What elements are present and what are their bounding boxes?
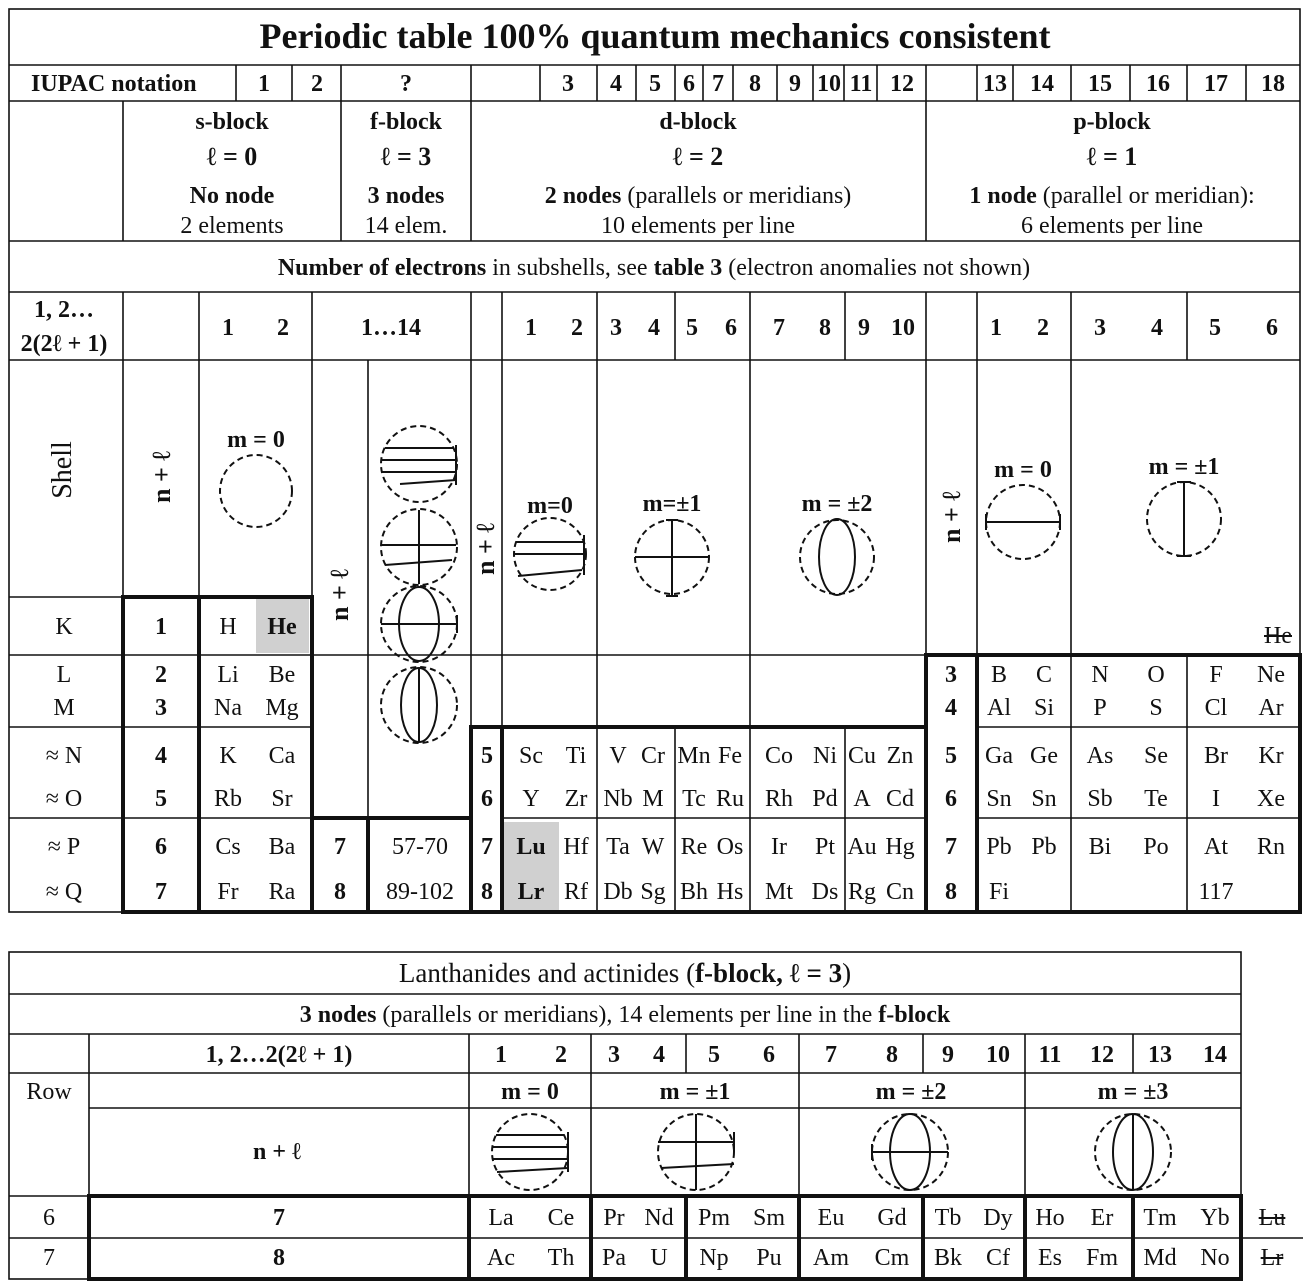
lower-col-number: 3 [608, 1042, 620, 1068]
element-cell: Ge [1030, 743, 1058, 769]
element-cell: Rf [564, 879, 588, 905]
lower-col-number: 8 [886, 1042, 898, 1068]
element-cell: V [609, 743, 627, 769]
group-label: 13 [983, 71, 1007, 97]
d-block-nodes: 2 nodes (parallels or meridians) [544, 183, 852, 209]
element-cell: Ti [565, 743, 587, 769]
element-cell: Hf [563, 834, 589, 860]
element-cell: Sn [1031, 786, 1057, 812]
element-cell: Ni [813, 743, 837, 769]
group-label: 17 [1204, 71, 1228, 97]
element-cell: Nb [603, 786, 633, 812]
element-cell: At [1204, 834, 1228, 860]
electrons-note: Number of electrons in subshells, see table 3 (electron anomalies not shown) [277, 255, 1031, 281]
shell-name: ≈ P [47, 834, 81, 860]
group-label: 18 [1261, 71, 1285, 97]
nl-value: 3 [945, 662, 957, 688]
lower-col-number: 14 [1203, 1042, 1227, 1068]
lower-m-label: m = ±3 [1097, 1079, 1169, 1105]
element-cell: He [267, 614, 297, 640]
lower-col-number: 6 [763, 1042, 775, 1068]
element-cell: Zr [564, 786, 588, 812]
element-cell: I [1212, 786, 1220, 812]
element-cell: Mt [764, 879, 794, 905]
lower-nl-label: n + ℓ [252, 1139, 302, 1165]
nl-value: 8 [334, 879, 346, 905]
p-count: 1 [990, 315, 1002, 341]
element-cell: Br [1204, 743, 1228, 769]
d-block-l: ℓ = 2 [672, 142, 724, 171]
element-cell: Al [987, 695, 1011, 721]
element-cell: Lr [517, 879, 545, 905]
element-cell: Bh [679, 879, 709, 905]
lower-col-number: 4 [653, 1042, 665, 1068]
d-count: 3 [610, 315, 622, 341]
lower-title: Lanthanides and actinides (f-block, ℓ = 3) [398, 958, 852, 988]
lower-nl-value: 7 [273, 1205, 285, 1231]
element-cell: Ac [487, 1245, 515, 1271]
f-block-title: f-block [370, 109, 442, 135]
element-cell: H [219, 614, 237, 640]
element-cell: Cf [986, 1245, 1010, 1271]
f-orbital-stack-icon [381, 426, 457, 743]
element-cell: S [1149, 695, 1163, 721]
f-count: 1…14 [361, 315, 421, 341]
lr-struck: Lr [1260, 1245, 1284, 1271]
lower-m-label: m = ±2 [875, 1079, 947, 1105]
element-cell: Re [680, 834, 708, 860]
element-cell: Th [547, 1245, 575, 1271]
nl-value: 5 [945, 743, 957, 769]
lower-col-number: 5 [708, 1042, 720, 1068]
lower-col-number: 13 [1148, 1042, 1172, 1068]
element-cell: Ho [1035, 1205, 1065, 1231]
element-cell: Ce [547, 1205, 575, 1231]
f-block-l: ℓ = 3 [380, 142, 432, 171]
p-block-l: ℓ = 1 [1086, 142, 1138, 171]
d-count: 7 [773, 315, 785, 341]
element-cell: As [1086, 743, 1114, 769]
p-count: 5 [1209, 315, 1221, 341]
element-cell: Pr [603, 1205, 625, 1231]
s-count: 2 [277, 315, 289, 341]
element-cell: Rb [213, 786, 243, 812]
f-lower-m0-icon [492, 1114, 568, 1190]
element-cell: W [641, 834, 665, 860]
f-lower-m3-icon [1095, 1114, 1171, 1190]
lower-col-number: 7 [825, 1042, 837, 1068]
element-cell: Pm [697, 1205, 731, 1231]
p-orbital-m0-icon [986, 485, 1060, 559]
f-range: 57-70 [392, 834, 448, 860]
element-cell: Sr [271, 786, 293, 812]
element-cell: Ir [771, 834, 787, 860]
p-block-nodes: 1 node (parallel or meridian): [969, 183, 1255, 209]
d-orbital-m2-icon [800, 519, 874, 595]
element-cell: Bi [1088, 834, 1112, 860]
element-cell: Sg [640, 879, 666, 905]
f-lower-m2-icon [872, 1114, 948, 1190]
element-cell: La [488, 1205, 514, 1231]
p-block-title: p-block [1073, 109, 1151, 135]
element-cell: Db [603, 879, 633, 905]
s-count: 1 [222, 315, 234, 341]
nl-value: 7 [334, 834, 346, 860]
element-cell: Hs [716, 879, 744, 905]
shell-name: ≈ N [45, 743, 83, 769]
iupac-label: IUPAC notation [31, 71, 197, 97]
element-cell: Y [522, 786, 540, 812]
d-orbital-m0-icon [514, 518, 586, 590]
element-cell: Sb [1087, 786, 1113, 812]
element-cell: Zn [886, 743, 914, 769]
group-label: 2 [311, 71, 323, 97]
s-block-count: 2 elements [180, 213, 284, 239]
element-cell: 117 [1198, 879, 1234, 905]
element-cell: Fe [718, 743, 742, 769]
d-orbital-m1-icon [635, 520, 709, 596]
p-m1-label: m = ±1 [1148, 454, 1220, 480]
element-cell: Pd [812, 786, 838, 812]
d-m2-label: m = ±2 [801, 491, 873, 517]
element-cell: No [1200, 1245, 1230, 1271]
element-cell: Ra [268, 879, 296, 905]
element-cell: Sc [519, 743, 543, 769]
element-cell: Cd [885, 786, 915, 812]
lu-struck: Lu [1258, 1205, 1286, 1231]
p-block-count: 6 elements per line [1021, 213, 1203, 239]
element-cell: Ba [268, 834, 296, 860]
page-title: Periodic table 100% quantum mechanics consistent [259, 16, 1051, 56]
nl-label-f: n + ℓ [325, 568, 354, 622]
he-struck: He [1264, 623, 1292, 649]
group-label: 14 [1030, 71, 1054, 97]
element-cell: Gd [877, 1205, 907, 1231]
element-cell: Fi [988, 879, 1010, 905]
d-block-title: d-block [659, 109, 737, 135]
element-cell: Es [1038, 1245, 1062, 1271]
subshell-label-2: 2(2ℓ + 1) [20, 331, 108, 357]
element-cell: Lu [516, 834, 546, 860]
p-count: 3 [1094, 315, 1106, 341]
s-block-l: ℓ = 0 [206, 142, 258, 171]
d-count: 10 [891, 315, 915, 341]
nl-value: 8 [945, 879, 957, 905]
shell-name: ≈ O [45, 786, 83, 812]
shell-label: Shell [47, 441, 78, 499]
element-cell: Tb [934, 1205, 962, 1231]
element-cell: Ne [1257, 662, 1285, 688]
d-m1-label: m=±1 [642, 491, 702, 517]
element-cell: Sn [986, 786, 1012, 812]
lower-col-number: 2 [555, 1042, 567, 1068]
nl-label-s: n + ℓ [147, 450, 176, 504]
p-count: 2 [1037, 315, 1049, 341]
group-label: 15 [1088, 71, 1112, 97]
element-cell: Cs [215, 834, 241, 860]
nl-value: 2 [155, 662, 167, 688]
lower-subtitle: 3 nodes (parallels or meridians), 14 elements per line in the f-block [299, 1002, 951, 1028]
group-label: 8 [749, 71, 761, 97]
element-cell: Na [214, 695, 242, 721]
group-label: 7 [712, 71, 724, 97]
element-cell: Ru [715, 786, 745, 812]
nl-value: 6 [155, 834, 167, 860]
element-cell: Tc [682, 786, 706, 812]
element-cell: Co [764, 743, 794, 769]
element-cell: Dy [983, 1205, 1013, 1231]
element-cell: Yb [1200, 1205, 1230, 1231]
element-cell: Sm [752, 1205, 786, 1231]
lower-row-number: 7 [43, 1245, 55, 1271]
nl-value: 7 [481, 834, 493, 860]
f-block-nodes: 3 nodes [367, 183, 445, 209]
element-cell: Mn [677, 743, 711, 769]
lower-col-number: 10 [986, 1042, 1010, 1068]
element-cell: Os [716, 834, 744, 860]
element-cell: Md [1143, 1245, 1177, 1271]
element-cell: Pb [1031, 834, 1057, 860]
f-block-count: 14 elem. [364, 213, 448, 239]
element-cell: N [1091, 662, 1109, 688]
group-label: 16 [1146, 71, 1170, 97]
element-cell: Am [813, 1245, 849, 1271]
element-cell: Po [1143, 834, 1169, 860]
p-count: 4 [1151, 315, 1163, 341]
element-cell: O [1147, 662, 1165, 688]
element-cell: F [1209, 662, 1223, 688]
nl-value: 4 [945, 695, 957, 721]
element-cell: B [990, 662, 1008, 688]
lower-m-label: m = ±1 [659, 1079, 731, 1105]
d-count: 5 [686, 315, 698, 341]
nl-value: 6 [945, 786, 957, 812]
nl-value: 3 [155, 695, 167, 721]
group-label: 12 [890, 71, 914, 97]
group-label: 9 [789, 71, 801, 97]
lower-col-number: 12 [1090, 1042, 1114, 1068]
element-cell: Cr [641, 743, 665, 769]
p-count: 6 [1266, 315, 1278, 341]
d-count: 1 [525, 315, 537, 341]
element-cell: Rh [764, 786, 794, 812]
element-cell: Fr [217, 879, 239, 905]
element-cell: C [1035, 662, 1053, 688]
element-cell: Np [699, 1245, 729, 1271]
element-cell: Li [217, 662, 239, 688]
shell-name: L [56, 662, 72, 688]
element-cell: Au [847, 834, 877, 860]
row-label: Row [26, 1079, 72, 1105]
nl-value: 6 [481, 786, 493, 812]
lower-row-number: 6 [43, 1205, 55, 1231]
s-block-title: s-block [195, 109, 269, 135]
s-block-nodes: No node [189, 183, 275, 209]
nl-value: 4 [155, 743, 167, 769]
lower-col-number: 9 [942, 1042, 954, 1068]
element-cell: Si [1033, 695, 1055, 721]
element-cell: Te [1144, 786, 1168, 812]
element-cell: Bk [933, 1245, 963, 1271]
element-cell: Tm [1143, 1205, 1177, 1231]
s-orbital-icon [220, 455, 292, 527]
element-cell: Pa [602, 1245, 626, 1271]
element-cell: P [1093, 695, 1107, 721]
element-cell: Xe [1257, 786, 1285, 812]
nl-value: 1 [155, 614, 167, 640]
element-cell: Cl [1204, 695, 1228, 721]
element-cell: Ta [606, 834, 630, 860]
d-count: 2 [571, 315, 583, 341]
element-cell: Se [1144, 743, 1168, 769]
nl-value: 5 [481, 743, 493, 769]
shell-name: ≈ Q [45, 879, 83, 905]
group-label: ? [400, 71, 412, 97]
lower-nl-value: 8 [273, 1245, 285, 1271]
d-count: 8 [819, 315, 831, 341]
shell-name: M [53, 695, 75, 721]
element-cell: Ds [811, 879, 839, 905]
lower-col-number: 1 [495, 1042, 507, 1068]
d-count: 9 [858, 315, 870, 341]
nl-value: 7 [155, 879, 167, 905]
subshell-label-1: 1, 2… [34, 297, 94, 323]
element-cell: Kr [1258, 743, 1284, 769]
element-cell: U [650, 1245, 668, 1271]
lower-m-label: m = 0 [501, 1079, 559, 1105]
p-m0-label: m = 0 [994, 457, 1052, 483]
group-label: 10 [817, 71, 841, 97]
element-cell: Pu [756, 1245, 782, 1271]
element-cell: Mg [265, 695, 299, 721]
group-label: 6 [683, 71, 695, 97]
element-cell: K [219, 743, 237, 769]
element-cell: Rg [847, 879, 877, 905]
shell-name: K [55, 614, 73, 640]
group-label: 3 [562, 71, 574, 97]
group-label: 1 [258, 71, 270, 97]
nl-label-d: n + ℓ [471, 522, 500, 576]
element-cell: Rn [1256, 834, 1286, 860]
element-cell: Ga [985, 743, 1013, 769]
element-cell: A [853, 786, 871, 812]
element-cell: Ca [268, 743, 296, 769]
d-m0-label: m=0 [527, 493, 573, 519]
nl-value: 7 [945, 834, 957, 860]
element-cell: Hg [885, 834, 915, 860]
element-cell: Nd [644, 1205, 674, 1231]
group-label: 11 [849, 71, 873, 97]
element-cell: Be [268, 662, 296, 688]
lower-col-number: 11 [1038, 1042, 1062, 1068]
element-cell: Fm [1085, 1245, 1119, 1271]
element-cell: M [642, 786, 664, 812]
element-cell: Pb [986, 834, 1012, 860]
nl-value: 5 [155, 786, 167, 812]
element-cell: Ar [1258, 695, 1284, 721]
p-orbital-m1-icon [1147, 482, 1221, 556]
s-m-label: m = 0 [227, 427, 285, 453]
group-label: 4 [610, 71, 622, 97]
element-cell: Pt [814, 834, 836, 860]
element-cell: Eu [817, 1205, 845, 1231]
f-lower-m1-icon [658, 1114, 734, 1190]
element-cell: Er [1090, 1205, 1114, 1231]
group-label: 5 [649, 71, 661, 97]
element-cell: Cm [874, 1245, 910, 1271]
lower-header: 1, 2…2(2ℓ + 1) [205, 1042, 353, 1068]
element-cell: Cu [847, 743, 877, 769]
d-count: 4 [648, 315, 660, 341]
nl-value: 8 [481, 879, 493, 905]
d-count: 6 [725, 315, 737, 341]
element-cell: Cn [885, 879, 915, 905]
f-range: 89-102 [386, 879, 454, 905]
nl-label-p: n + ℓ [937, 490, 966, 544]
d-block-count: 10 elements per line [601, 213, 795, 239]
